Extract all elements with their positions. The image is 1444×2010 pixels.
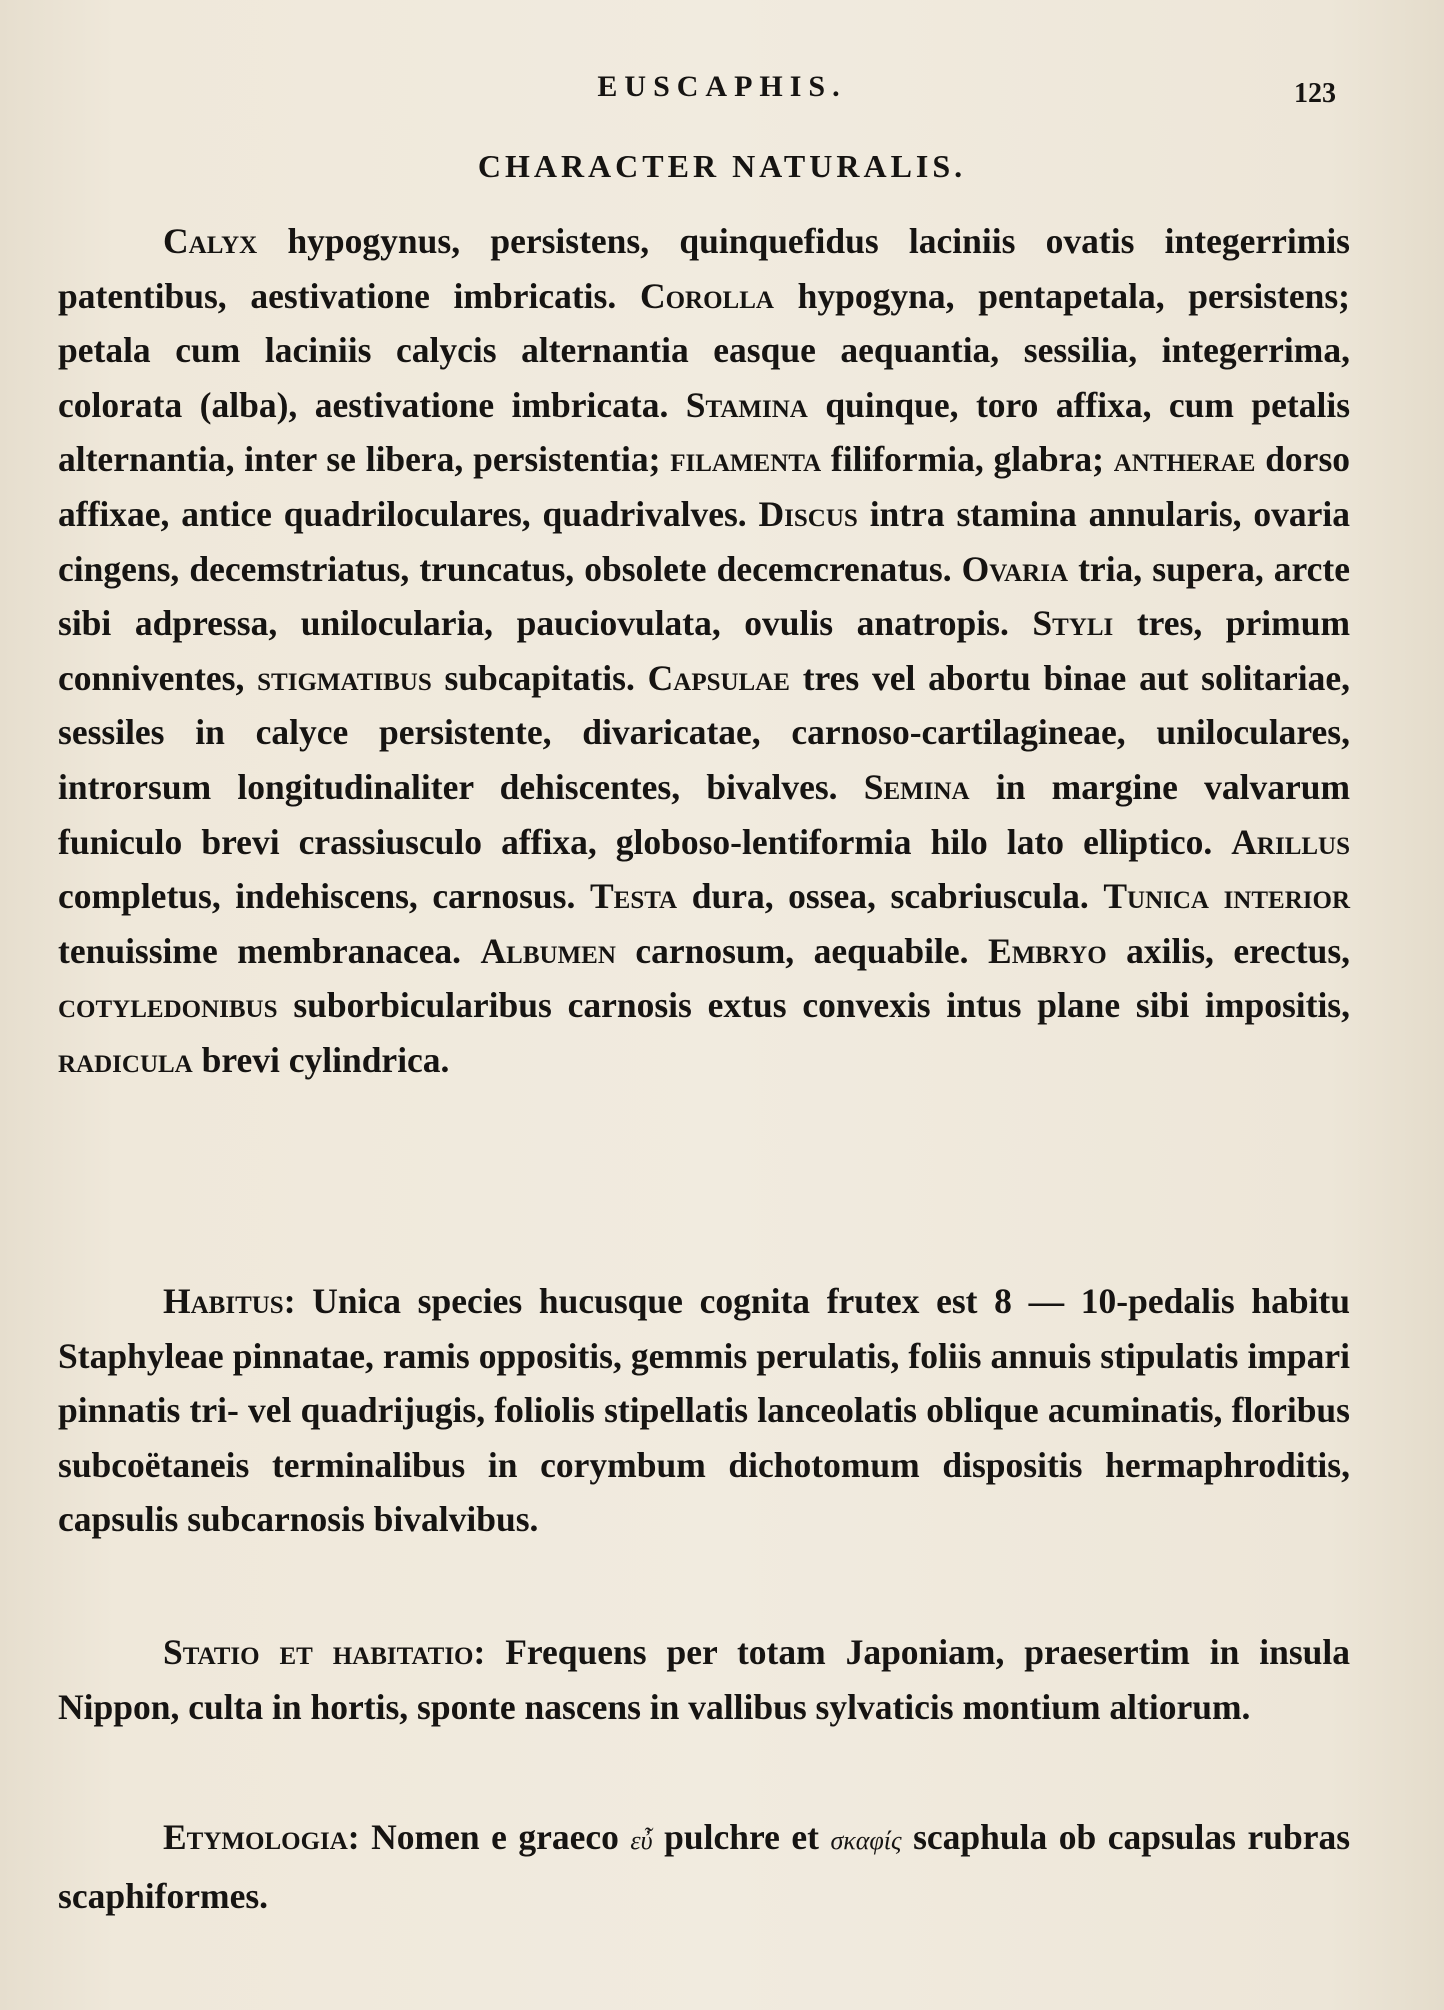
etymologia-text-middle: pulchre et xyxy=(664,1817,819,1857)
term-stamina: Stamina xyxy=(685,384,808,425)
page-number: 123 xyxy=(1294,78,1336,109)
greek-word-skaphis: σκαφίς xyxy=(830,1826,902,1855)
stigmatibus-description: subcapitatis. xyxy=(444,657,635,698)
corolla-description: hypogyna, pentapetala, persistens; petala cum laciniis calycis alternantia easque aequantia, sessilia, integerrima, colorata (alba), aestivatione imbricata. xyxy=(58,275,1351,425)
term-antherae: antherae xyxy=(1113,439,1256,480)
term-habitus: Habitus: xyxy=(163,1281,296,1321)
term-corolla: Corolla xyxy=(639,275,774,316)
capsulae-description: tres vel abortu binae aut solitariae, sessiles in calyce persistente, divaricatae, carnoso-cartilagineae, uniloculares, introrsum longitudinaliter dehiscentes, bivalves. xyxy=(58,657,1351,807)
term-embryo: Embryo xyxy=(988,930,1107,971)
term-radicula: radicula xyxy=(58,1039,193,1080)
term-cotyledonibus: cotyledonibus xyxy=(58,985,278,1026)
antherae-description: dorso affixae, antice quadriloculares, quadrivalves. xyxy=(58,439,1351,534)
albumen-description: carnosum, aequabile. xyxy=(635,930,969,971)
testa-description: dura, ossea, scabriuscula. xyxy=(691,876,1089,917)
styli-description: tres, primum conniventes, xyxy=(58,603,1351,698)
term-arillus: Arillus xyxy=(1231,821,1351,862)
paragraph-statio xyxy=(58,1625,1350,1734)
paragraph-habitus xyxy=(58,1274,1350,1547)
stamina-description: quinque, toro affixa, cum petalis alternantia, inter se libera, persistentia; xyxy=(58,384,1351,480)
term-filamenta: filamenta xyxy=(670,439,822,480)
term-ovaria: Ovaria xyxy=(961,548,1069,589)
tunica-description: tenuissime membranacea. xyxy=(58,930,462,971)
semina-description: in margine valvarum funiculo brevi crassiusculo affixa, globoso-lentiformia hilo lato elliptico. xyxy=(58,766,1351,862)
greek-word-eu: εὖ xyxy=(630,1826,653,1855)
embryo-description: axilis, erectus, xyxy=(1126,930,1351,971)
term-calyx: Calyx xyxy=(163,221,258,261)
term-semina: Semina xyxy=(863,766,970,807)
paragraph-character xyxy=(58,214,1350,1088)
calyx-description: hypogynus, persistens, quinquefidus laciniis ovatis integerrimis patentibus, aestivatione imbricatis. xyxy=(58,221,1350,316)
discus-description: intra stamina annularis, ovaria cingens, decemstriatus, truncatus, obsolete decemcrenatus. xyxy=(58,493,1351,589)
etymologia-text-before: Nomen e graeco xyxy=(371,1817,619,1857)
running-title: EUSCAPHIS. xyxy=(597,70,847,103)
cotyledonibus-description: suborbicularibus carnosis extus convexis intus plane sibi impositis, xyxy=(293,985,1350,1026)
term-capsulae: Capsulae xyxy=(647,657,790,698)
term-statio-et-habitatio: Statio et habitatio: xyxy=(163,1632,486,1672)
ovaria-description: tria, supera, arcte sibi adpressa, unilocularia, pauciovulata, ovulis anatropis. xyxy=(58,548,1350,644)
habitus-description: Unica species hucusque cognita frutex est 8 — 10-pedalis habitu Staphyleae pinnatae, ramis oppositis, gemmis perulatis, foliis annuis stipulatis impari pinnatis tri- vel quadrijugis, foliolis stipellatis lanceolatis oblique acuminatis, floribus subcoëtaneis terminalibus in corymbum dichotomum dispositis hermaphroditis, capsulis subcarnosis bivalvibus. xyxy=(58,1281,1351,1540)
term-albumen: Albumen xyxy=(480,930,616,971)
etymologia-text-after: scaphula ob capsulas rubras scaphiformes. xyxy=(58,1817,1351,1916)
filamenta-description: filiformia, glabra; xyxy=(830,439,1104,480)
section-title: CHARACTER NATURALIS. xyxy=(477,148,967,184)
statio-description: Frequens per totam Japoniam, praesertim in insula Nippon, culta in hortis, sponte nascens in vallibus sylvaticis montium altiorum. xyxy=(58,1632,1350,1727)
term-testa: Testa xyxy=(589,876,678,917)
arillus-description: completus, indehiscens, carnosus. xyxy=(58,876,576,917)
term-discus: Discus xyxy=(758,493,858,534)
paragraph-etymologia xyxy=(58,1810,1350,1923)
term-styli: Styli xyxy=(1032,603,1114,644)
term-etymologia: Etymologia: xyxy=(163,1817,360,1857)
radicula-description: brevi cylindrica. xyxy=(201,1039,450,1080)
term-tunica-interior: Tunica interior xyxy=(1103,876,1350,917)
term-stigmatibus: stigmatibus xyxy=(257,657,432,698)
